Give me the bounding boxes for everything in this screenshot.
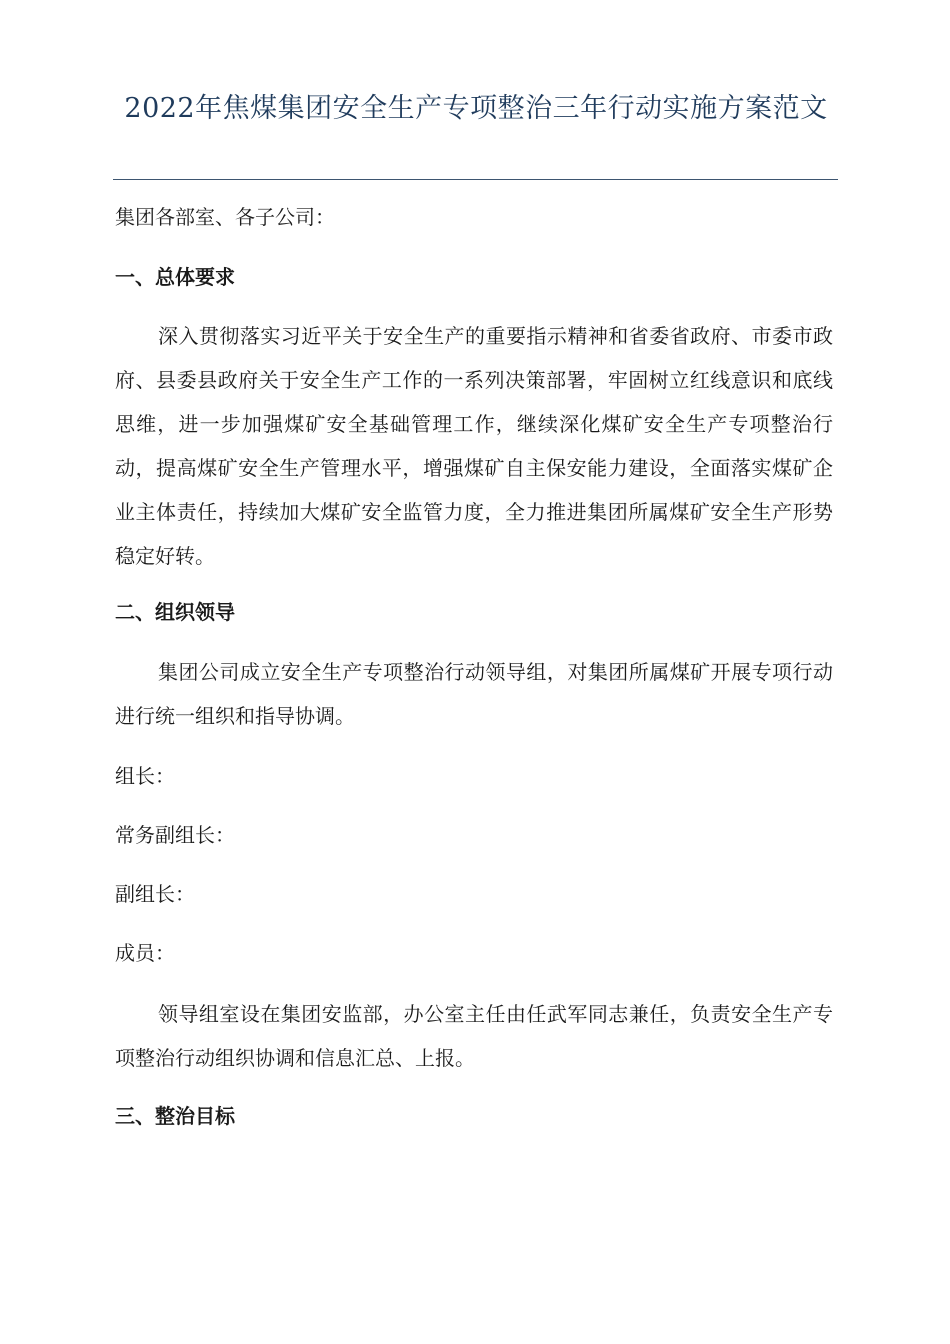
title-divider	[113, 179, 838, 180]
section-heading-organization-leadership: 二、组织领导	[115, 600, 235, 624]
paragraph-leadership-office: 领导组室设在集团安监部，办公室主任由任武军同志兼任，负责安全生产专项整治行动组织协调和信息汇总、上报。	[115, 1002, 833, 1070]
section-heading-general-requirements: 一、总体要求	[115, 265, 235, 289]
group-leader-line: 组长：	[115, 764, 175, 788]
paragraph-organization-leadership: 集团公司成立安全生产专项整治行动领导组，对集团所属煤矿开展专项行动进行统一组织和指导协调。	[115, 660, 833, 728]
section-heading-rectification-goals: 三、整治目标	[115, 1104, 235, 1128]
deputy-leader-line: 副组长：	[115, 882, 195, 906]
paragraph-general-requirements: 深入贯彻落实习近平关于安全生产的重要指示精神和省委省政府、市委市政府、县委县政府关于安全生产工作的一系列决策部署，牢固树立红线意识和底线思维，进一步加强煤矿安全基础管理工作，继续深化煤矿安全生产专项整治行动，提高煤矿安全生产管理水平，增强煤矿自主保安能力建设，全面落实煤矿企业主体责任，持续加大煤矿安全监管力度，全力推进集团所属煤矿安全生产形势稳定好转。	[115, 324, 833, 568]
executive-deputy-leader-line: 常务副组长：	[115, 823, 235, 847]
members-line: 成员：	[115, 941, 175, 965]
document-title: 2022年焦煤集团安全生产专项整治三年行动实施方案范文	[124, 93, 828, 124]
salutation: 集团各部室、各子公司：	[115, 205, 335, 229]
